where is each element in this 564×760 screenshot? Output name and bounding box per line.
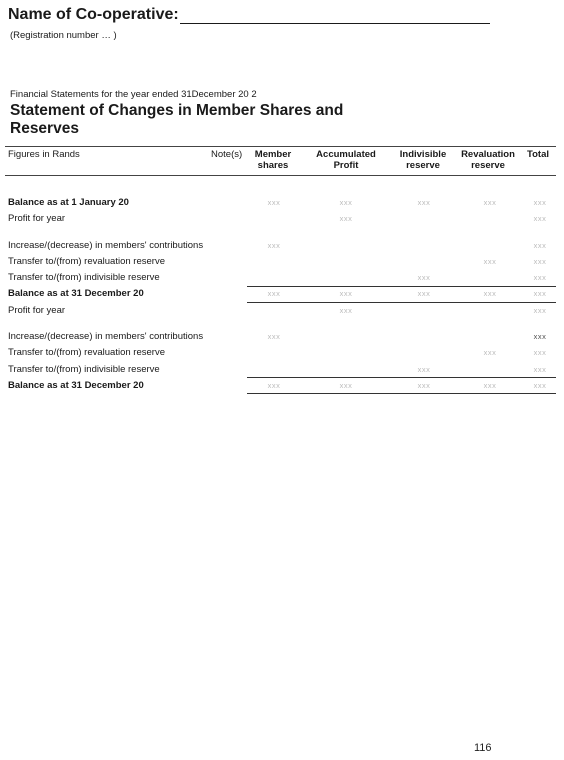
- column-header-line: Member: [254, 149, 292, 160]
- value-indivisible-reserve: xxx: [417, 273, 431, 283]
- value-indivisible-reserve: xxx: [417, 289, 431, 299]
- value-member-shares: xxx: [267, 332, 281, 342]
- value-accumulated-profit: xxx: [339, 198, 353, 207]
- total-rule: [247, 393, 556, 394]
- spacer: [5, 319, 556, 329]
- statement-title: Statement of Changes in Member Shares and Reserves: [10, 102, 344, 137]
- value-total: xxx: [533, 332, 547, 342]
- table-row: [5, 238, 556, 254]
- value-member-shares: xxx: [267, 198, 281, 207]
- value-total: xxx: [533, 198, 547, 207]
- figures-label: Figures in Rands: [8, 149, 80, 160]
- notes-label: Note(s): [211, 149, 243, 160]
- coop-name-label: Name of Co-operative:: [8, 6, 179, 23]
- value-accumulated-profit: xxx: [339, 214, 353, 224]
- column-header-line: Total: [527, 149, 549, 160]
- registration-number: (Registration number … ): [10, 30, 117, 41]
- row-label: Balance as at 31 December 20: [8, 288, 144, 300]
- changes-table: [5, 146, 556, 394]
- row-label: Profit for year: [8, 213, 66, 225]
- spacer: [5, 228, 556, 238]
- value-total: xxx: [533, 214, 547, 224]
- row-label: Increase/(decrease) in members' contributions: [8, 239, 204, 251]
- value-member-shares: xxx: [267, 240, 281, 250]
- column-header-line: Accumulated: [316, 149, 376, 160]
- row-label: Profit for year: [8, 304, 66, 316]
- column-header-revaluation-reserve: [457, 149, 519, 171]
- column-header-line: reserve: [471, 160, 505, 171]
- table-row: [5, 329, 556, 345]
- value-member-shares: xxx: [267, 289, 281, 299]
- table-row: [5, 286, 556, 302]
- value-revaluation-reserve: xxx: [483, 198, 497, 207]
- table-header-row: [5, 146, 556, 176]
- table-row: [5, 254, 556, 270]
- row-label: Transfer to/(from) indivisible reserve: [8, 363, 160, 375]
- value-indivisible-reserve: xxx: [417, 380, 431, 390]
- value-indivisible-reserve: xxx: [417, 198, 431, 207]
- row-label: Transfer to/(from) revaluation reserve: [8, 347, 165, 359]
- table-row: [5, 270, 556, 286]
- column-header-accumulated-profit: [309, 149, 383, 171]
- column-header-line: reserve: [406, 160, 440, 171]
- value-revaluation-reserve: xxx: [483, 380, 497, 390]
- value-total: xxx: [533, 256, 547, 266]
- statement-subtitle: Financial Statements for the year ended 31December 20 2: [10, 89, 257, 100]
- value-total: xxx: [533, 273, 547, 283]
- value-accumulated-profit: xxx: [339, 289, 353, 299]
- value-total: xxx: [533, 305, 547, 315]
- column-header-member-shares: [251, 149, 295, 171]
- value-revaluation-reserve: xxx: [483, 289, 497, 299]
- row-label: Increase/(decrease) in members' contributions: [8, 331, 204, 343]
- coop-name-line: [8, 6, 556, 24]
- value-total: xxx: [533, 348, 547, 358]
- value-total: xxx: [533, 380, 547, 390]
- document-header: [8, 6, 556, 41]
- column-header-line: shares: [257, 160, 289, 171]
- spacer: [5, 176, 556, 195]
- table-row: [5, 195, 556, 211]
- value-accumulated-profit: xxx: [339, 380, 353, 390]
- value-revaluation-reserve: xxx: [483, 348, 497, 358]
- row-label: Transfer to/(from) revaluation reserve: [8, 255, 165, 267]
- table-row: [5, 211, 556, 227]
- value-total: xxx: [533, 289, 547, 299]
- table-row: [5, 345, 556, 361]
- value-accumulated-profit: xxx: [339, 305, 353, 315]
- column-header-indivisible-reserve: [395, 149, 451, 171]
- page-number: 116: [474, 742, 492, 754]
- column-header-total: [523, 149, 553, 160]
- column-header-line: Revaluation: [461, 149, 515, 160]
- coop-name-blank-line: [180, 7, 490, 24]
- value-total: xxx: [533, 364, 547, 374]
- table-row: [5, 303, 556, 319]
- row-label: Balance as at 31 December 20: [8, 379, 144, 391]
- table-row: [5, 378, 556, 394]
- value-indivisible-reserve: xxx: [417, 364, 431, 374]
- column-header-line: Profit: [333, 160, 359, 171]
- row-label: Transfer to/(from) indivisible reserve: [8, 272, 160, 284]
- table-row: [5, 362, 556, 378]
- row-label: Balance as at 1 January 20: [8, 197, 129, 208]
- value-member-shares: xxx: [267, 380, 281, 390]
- value-revaluation-reserve: xxx: [483, 256, 497, 266]
- statement-heading: [10, 89, 556, 138]
- value-total: xxx: [533, 240, 547, 250]
- column-header-line: Indivisible: [399, 149, 447, 160]
